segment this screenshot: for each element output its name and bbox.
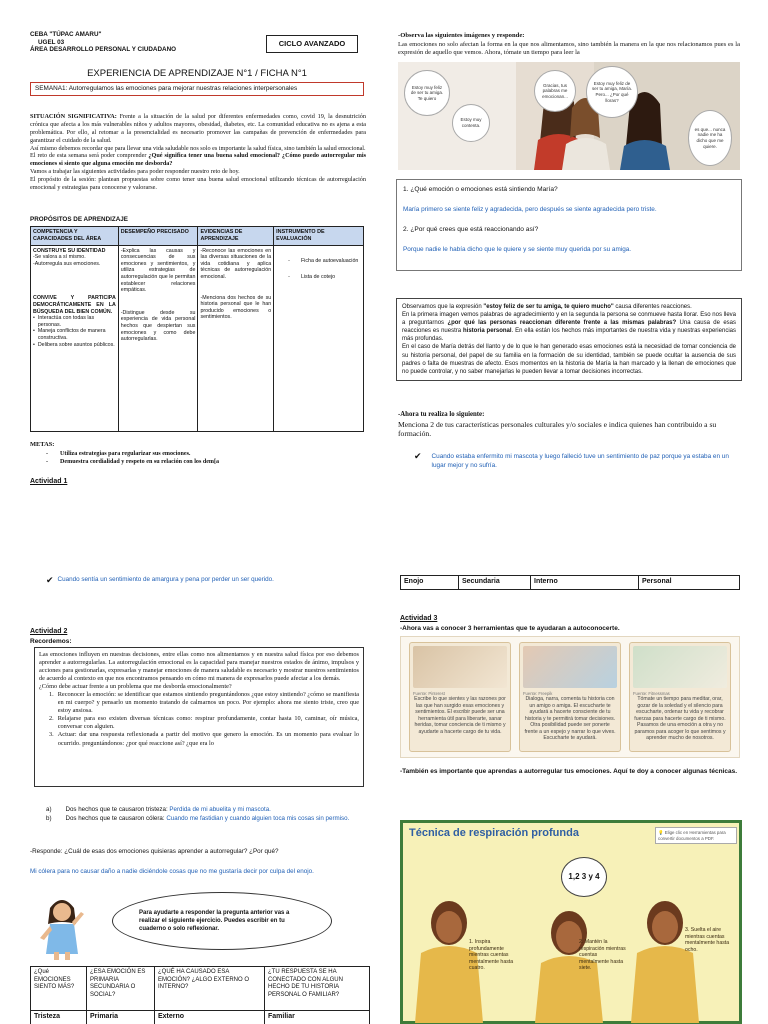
evidencia-1: -Reconoce las emociones en las diversas situaciones de la vida cotidiana y aplica técnicas de autorregulación emocional.	[200, 247, 272, 280]
tool-card-dialog	[519, 642, 621, 752]
tecnicas-text: -También es importante que aprendas a autorregular tus emociones. Aquí te doy a conocer algunas técnicas.	[400, 768, 738, 775]
recordemos-step1: Reconocer la emoción: se identificar que estamos sintiendo preguntándonos ¿que estoy sintiendo? ¿cómo se manifiesta en mi cuerpo? y pensarlo un momento tratando de calmarnos un poco. Por ejemplo: ahora me siento triste, creo que estoy ansiosa.	[57, 691, 359, 715]
count-bubble: 1,2 3 y 4	[561, 857, 607, 897]
evidencia-2: -Menciona dos hechos de su historia personal que le han producido emociones o sentimientos.	[200, 294, 272, 321]
tools-panel	[400, 636, 740, 758]
ciclo-box: CICLO AVANZADO	[266, 35, 358, 53]
recordemos-step3: Actuar: dar una respuesta reflexionada a partir del motivo que genero la emoción. Es un momento para evaluar lo ocurrido. preguntándonos: ¿por qué reaccione así? ¿que era lo	[57, 731, 359, 747]
actividad1-heading: Actividad 1	[30, 478, 68, 485]
row-causa: Interno	[531, 576, 639, 590]
emo-cell-3: Externo	[155, 1011, 265, 1024]
obs-t2: En la primera imagen vemos palabras de agradecimiento y en la segunda la persona se conmueve hasta llorar. Eso nos lleva a preguntarnos	[402, 312, 736, 327]
speech-bubble	[112, 892, 332, 950]
situacion-p2: Así mismo debemos recordar que para llevar una vida saludable nos solo es importante la salud física, sino también la salud emocional.	[30, 144, 366, 152]
recordemos-text: Las emociones influyen en nuestras decisiones, entre ellas como nos alimentamos y en nuestra salud física por eso debemos aprender a autorregularlas. La autorregulación emocional es la capacidad para manejar nuestros estados de ánimo, impulsos y acciones para gestionarlas, expresarlas y manejar emociones de manera saludable es necesario y mostrar nuestros sentimientos de acuerdo al contexto en que nos encontramos pensando en cómo mi manera de expresarlos puede afectar a los demás.	[39, 651, 359, 683]
obs-t2e: . En ella están los hechos más importantes de nuestra vida y nuestras experiencias más profundas.	[402, 328, 736, 343]
situacion-p4: Vamos a trabajar las siguientes actividades para poder responder nuestro reto de hoy.	[30, 168, 240, 176]
comp1-line2: -Autorregula sus emociones.	[33, 260, 101, 267]
metas-heading: METAS:	[30, 441, 55, 448]
bubble-2: Gracias, tus palabras me emocionan...	[534, 70, 576, 112]
respiracion-title: Técnica de respiración profunda	[409, 827, 579, 839]
realiza-heading: -Ahora tu realiza lo siguiente:	[398, 411, 485, 418]
experience-title: EXPERIENCIA DE APRENDIZAJE N°1 / FICHA N°1	[87, 68, 307, 79]
evidencias-cell	[198, 245, 274, 431]
respiracion-panel	[400, 820, 742, 1024]
obs-t3: En el caso de María detrás del llanto y de lo que le han generado esas emociones está la necesidad de tomar conciencia de su historia personal, del papel de su familia en la formación de su identidad, también se puede ocultar la ausencia de sus padres o falta de muestras de afecto. Esos momentos en la historia de María la han marcado y la llenan de emociones que no puede controlar, y no saber manejarlas le pueden llevar a tomar decisiones incorrectas.	[402, 344, 736, 375]
girl-illustration	[32, 890, 92, 960]
metas-list: - Utiliza estrategias para regularizar sus emociones. - Demuestra cordialidad y respeto en su relación con los dem[a	[46, 451, 220, 465]
breathing-figures	[403, 883, 739, 1023]
recordemos-box: Las emociones influyen en nuestras decisiones, entre ellas como nos alimentamos y en nuestra salud física por eso debemos aprender a autorregularlas. La autorregulación emocional es la capacidad para manejar nuestros estados de ánimo, impulsos y acciones para gestionarlas, expresarlas y manejar emociones de manera saludable es necesario y mostrar nuestros sentimientos de acuerdo al contexto en que nos encontramos pensando en cómo mi manera de expresarlos puede afectar a los demás. ¿Cómo debe actuar frente a un problema que me desborda emocionalmente? 1. Reconocer la emoción: se identificar que estamos sintiendo preguntándonos ¿que estoy sintiendo? ¿cómo se manifiesta en mi cuerpo? y pensarlo un momento tratando de calmarnos un poco. Por ejemplo: ahora me siento triste, creo que estoy ansiosa. 2. Relajarse para eso existen diversas técnicas como: respirar profundamente, contar hasta 10, caminar, oír música, conversar con alguien. 3. Actuar: dar una respuesta reflexionada a partir del motivo que genero la emoción. Es un momento para evaluar lo ocurrido. preguntándonos: ¿por qué reaccione así? ¿que era lo	[34, 647, 364, 787]
realiza-answer-row	[414, 452, 740, 471]
recordemos-question: ¿Cómo debe actuar frente a un problema que me desborda emocionalmente?	[39, 683, 232, 691]
tool3-text: Tómate un tiempo para meditar, orar, gozar de la soledad y el silencio para escucharte, ordenar tu vida y recobrar fuerzas para hacerte cargo de ti mismo. Pasamos de una emoción a otra y no paramos para acoger lo que sentimos y aprender mucho de nosotros.	[634, 696, 726, 742]
comp1-title: CONSTRUYE SU IDENTIDAD	[33, 247, 106, 254]
situacion-label: SITUACIÓN SIGNIFICATIVA:	[30, 113, 117, 120]
instrumento-1: Ficha de autoevaluación	[300, 257, 359, 264]
situacion-significativa	[30, 113, 366, 192]
emo-cell-4: Familiar	[265, 1011, 370, 1024]
obs-t1c: causa diferentes reacciones.	[613, 304, 692, 310]
tool2-source: Fuente: Freepik	[523, 691, 553, 696]
comp2-bullet3: Delibera sobre asuntos públicos.	[37, 341, 115, 348]
instrumento-2: Lista de cotejo	[300, 274, 336, 281]
tool3-source: Fuente: Fitnessmas	[633, 691, 670, 696]
row-emocion: Enojo	[401, 576, 459, 590]
instrumento-cell: - Ficha de autoevaluación - Lista de cotejo	[274, 245, 364, 431]
checkmark-icon: ✔	[414, 451, 422, 461]
respiracion-hint	[655, 827, 737, 844]
writing-image	[413, 646, 507, 688]
ugel-label: UGEL 03	[38, 38, 65, 46]
hechos-b-answer: Cuando me fastidian y cuando alguien toca mis cosas sin permiso.	[166, 814, 350, 822]
situacion-p5: El propósito de la sesión: plantean propuestas sobre como tener una buena salud emocional utilizando técnicas de autorregulación emocional y estrategias para conocerse y valorarse.	[30, 176, 366, 191]
question-1: 1. ¿Qué emoción o emociones está sintiendo María?	[403, 186, 558, 193]
situacion-p1: Frente a la situación de la salud por diferentes enfermedades como, covid 19, la desnutrición crónica que afecta a los más vulnerables niños y adultos mayores, obesidad, diabetes, etc. La comunidad educativa no es ajena a esta problemática. Por ello, al retomar a la presencialidad es necesario promover las campañas de prevención de enfermedades para garantizar el cuidado de la salud.	[30, 113, 366, 144]
bubble-4: Estoy muy feliz de ser tu amiga, María. Pero... ¿Por qué lloras?	[586, 66, 638, 118]
tool-card-meditate	[629, 642, 731, 752]
comp2-title: CONVIVE Y PARTICIPA DEMOCRÁTICAMENTE EN LA BÚSQUEDA DEL BIEN COMÚN.	[33, 295, 116, 315]
dialog-image	[523, 646, 617, 688]
recordemos-step2: Relajarse para eso existen diversas técnicas como: respirar profundamente, contar hasta 10, caminar, oír música, conversar con alguien.	[57, 715, 359, 731]
hechos-list: a) Dos hechos que te causaron tristeza: Perdida de mi abuelita y mi mascota. b) Dos hechos que te causaron cólera: Cuando me fastidian y cuando alguien toca mis cosas sin permiso.	[46, 806, 350, 822]
obs-t1: Observamos que la expresión	[402, 304, 484, 310]
row-tipo: Secundaria	[459, 576, 531, 590]
semana-box: SEMANA1: Autorregulamos las emociones para mejorar nuestras relaciones interpersonales	[30, 82, 364, 96]
emotion-row-wrap	[400, 575, 740, 590]
step-2: 2. Mantén la respiración mientras cuentas mentalmente hasta siete.	[579, 939, 626, 971]
preguntas-box	[396, 179, 742, 271]
emo-th2: ¿ESA EMOCIÓN ES PRIMARIA SECUNDARIA O SOCIAL?	[87, 967, 155, 1011]
desempeno-cell	[118, 245, 198, 431]
propositos-heading: PROPÓSITOS DE APRENDIZAJE	[30, 216, 128, 223]
obs-t1b: "estoy feliz de ser tu amiga, te quiero mucho"	[483, 304, 614, 310]
step-1: 1. Inspira profundamente mientras cuentas mentalmente hasta cuatro.	[469, 939, 514, 971]
school-header	[30, 31, 230, 54]
actividad3-intro: -Ahora vas a conocer 3 herramientas que te ayudaran a autoconocerte.	[400, 625, 620, 632]
desempeno-2: -Distingue desde su experiencia de vida personal hechos que despiertan sus emociones y como debe autorregularlas.	[120, 309, 196, 343]
emociones-table	[30, 966, 370, 1024]
comp2-bullet1: Interactúa con todas las personas.	[37, 315, 95, 328]
tool1-text: Escribe lo que sientes y las razones por las que han surgido esas emociones y sentimientos. El escribir puede ser una herramienta útil para liberarte, sanar heridas, tomar conciencia de ti mismo y ayudarte a hacerte cargo de tu vida.	[414, 696, 506, 735]
th-instrumento: INSTRUMENTO DE EVALUACIÓN	[274, 227, 364, 246]
actividad1-answer: Cuando sentía un sentimiento de amargura y pena por perder un ser querido.	[57, 576, 274, 583]
friends-photo-panel	[398, 62, 740, 170]
emotion-row-table	[400, 575, 740, 590]
obs-t2c: Una causa de esas reacciones es nuestra	[402, 320, 736, 335]
situacion-p3a: El reto de esta semana será poder comprender	[30, 152, 149, 160]
desempeno-1: -Explica las causas y consecuencias de sus emociones y sentimientos, y utiliza estrategias de autorregulación que le permitan establecer relaciones empáticas.	[120, 247, 196, 294]
recordemos-label: Recordemos:	[30, 638, 72, 645]
question-2: 2. ¿Por qué crees que está reaccionando así?	[403, 226, 539, 234]
comp1-line1: -Se valora a sí mismo.	[33, 254, 86, 261]
step-3: 3. Suelta el aire mientras cuentas mentalmente hasta ocho.	[685, 927, 730, 953]
responde-answer: Mi cólera para no causar daño a nadie diciéndole cosas que no me gustaría decir por culpa del enojo.	[30, 868, 314, 875]
bubble-3: Estoy muy contenta.	[452, 104, 490, 142]
hechos-a-label: Dos hechos que te causaron tristeza:	[65, 806, 168, 813]
propositos-table-wrap	[30, 226, 364, 432]
emociones-table-wrap	[30, 966, 370, 1024]
checkmark-icon: ✔	[46, 575, 54, 585]
th-competencia: COMPETENCIA Y CAPACIDADES DEL ÁREA	[31, 227, 119, 246]
emo-cell-1: Tristeza	[31, 1011, 87, 1024]
actividad2-heading: Actividad 2	[30, 628, 68, 635]
lightbulb-icon: 💡	[658, 830, 664, 835]
bubble-5: es que... nunca nadie me ha dicho que me quiere.	[688, 110, 732, 166]
hint-text: Elige clic en Herramientas para convertir documentos a PDF.	[658, 830, 726, 841]
situacion-p3b: ¿Qué significa tener una buena salud emocional? ¿Cómo puedo autorregular mis emociones si siento que alguna emoción me desborda?	[30, 152, 367, 168]
th-desempeno: DESEMPEÑO PRECISADO	[118, 227, 198, 246]
tool1-source: Fuente: Pinterest	[413, 691, 445, 696]
actividad1-answer-row	[46, 576, 376, 585]
speech-text: Para ayudarte a responder la pregunta anterior vas a realizar el siguiente ejercicio. Puedes escribir en tu cuaderno o solo reflexionar.	[139, 909, 290, 933]
competencias-cell: CONSTRUYE SU IDENTIDAD -Se valora a sí mismo. -Autorregula sus emociones. CONVIVE Y PARTICIPA DEMOCRÁTICAMENTE EN LA BÚSQUEDA DEL BIEN COMÚN. • Interactúa con todas las personas. • Maneja conflictos de manera constructiva. • Delibera sobre asuntos públicos.	[31, 245, 119, 431]
answer-2: Porque nadie le había dicho que le quiere y se siente muy querida por su amiga.	[403, 246, 632, 254]
emo-th4: ¿TU RESPUESTA SE HA CONECTADO CON ALGUN HECHO DE TU HISTORIA PERSONAL O FAMILIAR?	[265, 967, 370, 1011]
answer-1: María primero se siente feliz y agradecida, pero después se siente agradecida pero triste.	[403, 206, 657, 214]
realiza-answer: Cuando estaba enfermito mi mascota y luego falleció tuve un sentimiento de paz porque ya estaba en un lugar mejor y no sufría.	[431, 453, 729, 470]
hechos-a-answer: Perdida de mi abuelita y mi mascota.	[169, 806, 271, 813]
obs-t2b: ¿por qué las personas reaccionan diferente frente a las mismas palabras?	[447, 320, 677, 327]
school-name: CEBA "TÚPAC AMARU"	[30, 31, 102, 38]
meditation-image	[633, 646, 727, 688]
realiza-instruction: Menciona 2 de tus características personales culturales y/o sociales e indica quienes han contribuido a su formación.	[398, 420, 717, 439]
observa-intro: Las emociones no solo afectan la forma en la que nos alimentamos, sino también la manera en la que nos relacionamos pues es la expresión de aquello que vemos. Ahora, tómate un tiempo para leer la	[398, 41, 740, 57]
responde-question: -Responde: ¿Cuál de esas dos emociones quisieras aprender a autorregular? ¿Por qué?	[30, 848, 279, 855]
th-evidencias: EVIDENCIAS DE APRENDIZAJE	[198, 227, 274, 246]
hechos-b-label: Dos hechos que te causaron cólera:	[65, 814, 165, 822]
emo-th1: ¿Qué EMOCIONES SIENTO MÁS?	[31, 967, 87, 1011]
row-historia: Personal	[639, 576, 740, 590]
propositos-table	[30, 226, 364, 432]
area-label: ÁREA DESARROLLO PERSONAL Y CIUDADANO	[30, 46, 177, 54]
emo-cell-2: Primaria	[87, 1011, 155, 1024]
meta-1: Utiliza estrategias para regularizar sus emociones.	[60, 451, 191, 457]
bubble-1: Estoy muy feliz de ser tu amiga. Te quiero	[404, 70, 450, 116]
emo-th3: ¿QUÉ HA CAUSADO ESA EMOCIÓN? ¿ALGO EXTERNO O INTERNO?	[155, 967, 265, 1011]
observamos-box	[396, 298, 742, 381]
tool-card-write	[409, 642, 511, 752]
actividad3-heading: Actividad 3	[400, 615, 438, 622]
observa-heading: -Observa las siguientes imágenes y responde:	[398, 32, 525, 39]
obs-t2d: historia personal	[462, 328, 512, 335]
meta-2: Demuestra cordialidad y respeto en su relación con los dem[a	[60, 458, 220, 465]
tool2-text: Dialoga, narra, comenta tu historia con un amigo o amiga. El escucharte te ayudará a hacerte consciente de tu historia y te permitirá tomar decisiones. Otra posibilidad puede ser ponerte frente a un espejo y narrar lo que vives. Escucharte te ayudará.	[524, 696, 616, 742]
comp2-bullet2: Maneja conflictos de manera constructiva.	[37, 328, 106, 341]
